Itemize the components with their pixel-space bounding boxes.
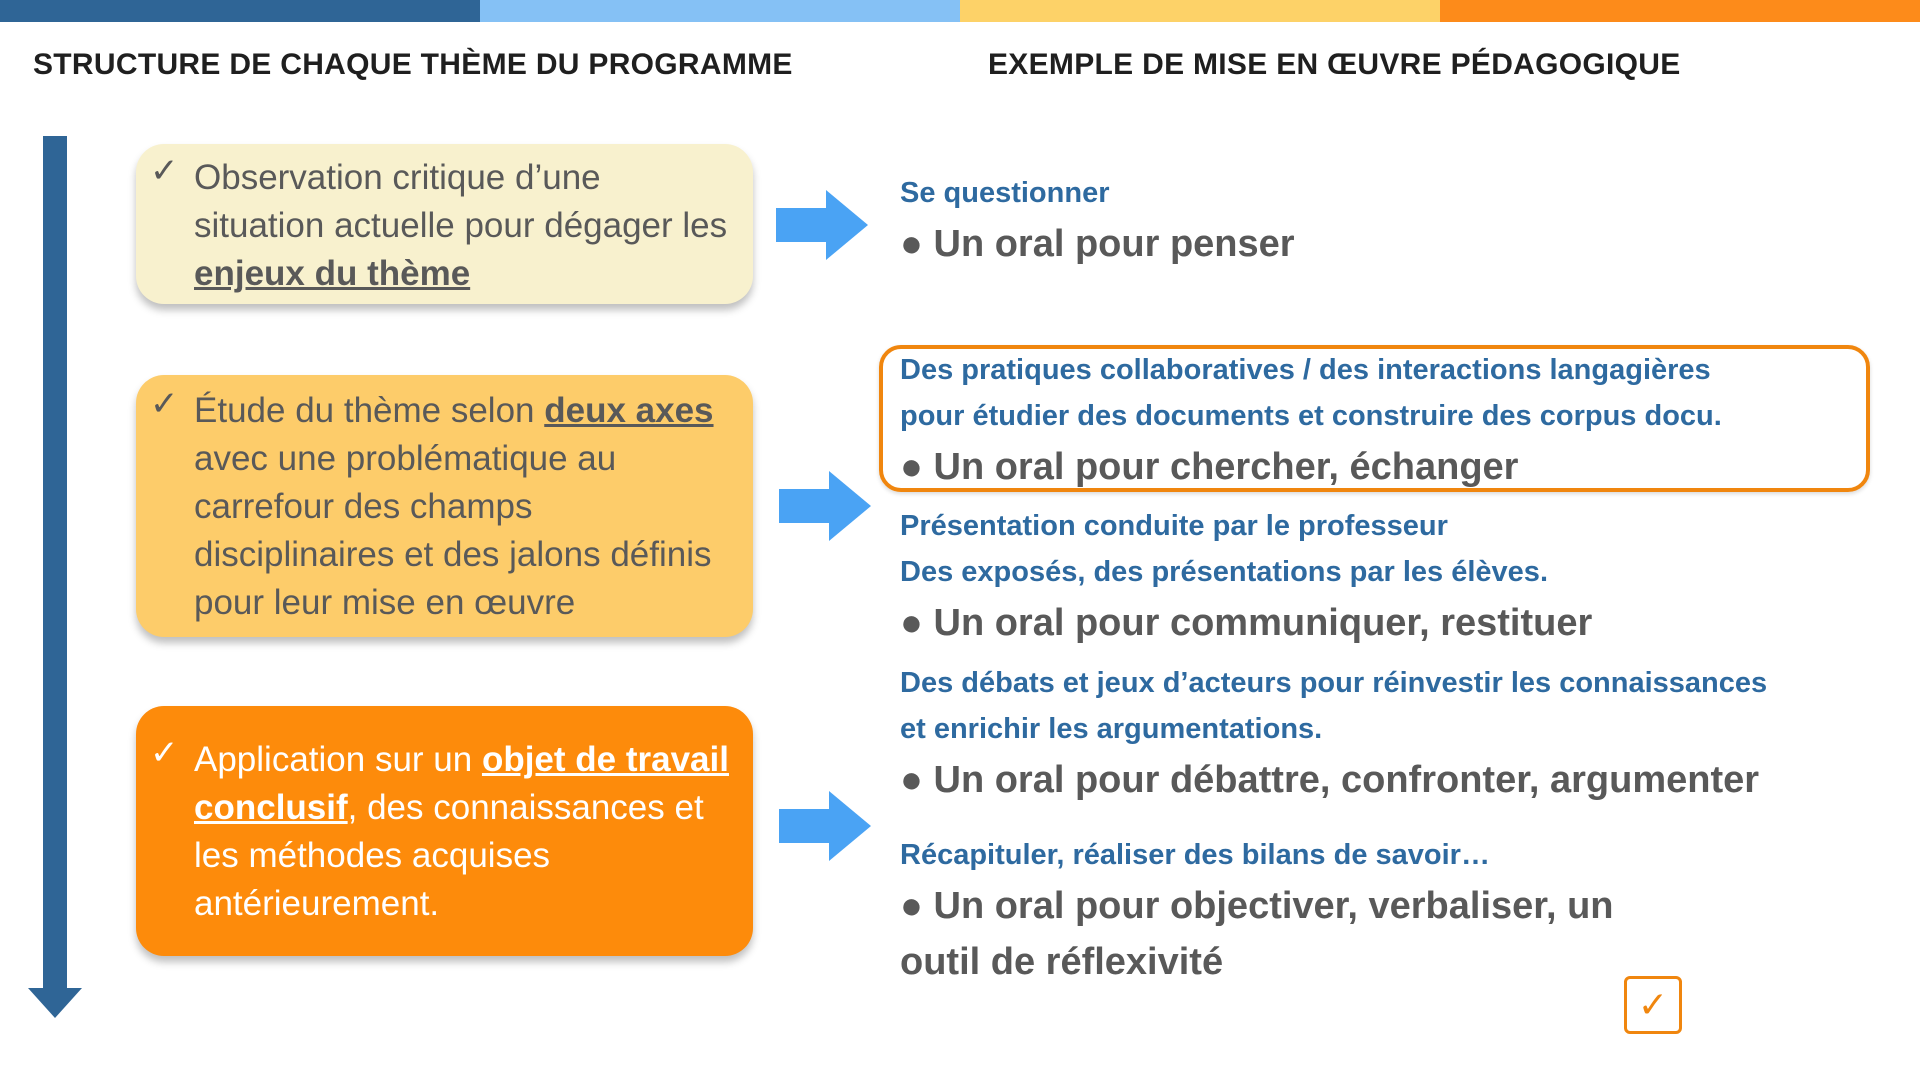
progression-arrow-head-icon	[28, 988, 82, 1018]
theme-box-text-pre: Application sur un	[194, 740, 482, 779]
example-chercher	[900, 347, 1722, 495]
theme-box-text-pre: Étude du thème selon	[194, 391, 545, 430]
top-bar-segment-3	[960, 0, 1440, 22]
example-subtitle: pour étudier des documents et construire des corpus docu.	[900, 400, 1722, 432]
example-debattre	[900, 660, 1767, 808]
theme-box-text-post: , des connaissances et les méthodes acquises antérieurement.	[194, 788, 704, 923]
top-bar-segment-4	[1440, 0, 1920, 22]
theme-box-application	[136, 706, 753, 956]
example-oral: ● Un oral pour objectiver, verbaliser, un	[900, 885, 1614, 927]
example-oral: ● Un oral pour communiquer, restituer	[900, 602, 1593, 644]
example-oral: ● Un oral pour chercher, échanger	[900, 446, 1519, 488]
top-color-bar	[0, 0, 1920, 22]
theme-box-text	[194, 387, 729, 627]
example-subtitle: Des exposés, des présentations par les élèves.	[900, 556, 1548, 588]
example-subtitle: et enrichir les argumentations.	[900, 713, 1323, 745]
theme-box-text	[194, 154, 729, 298]
left-heading: STRUCTURE DE CHAQUE THÈME DU PROGRAMME	[33, 48, 793, 81]
theme-box-observation	[136, 144, 753, 304]
right-arrow-icon	[775, 787, 875, 865]
theme-box-emphasis: enjeux du thème	[194, 254, 471, 293]
example-oral: outil de réflexivité	[900, 941, 1224, 983]
checkbox-icon[interactable]: ✓	[1624, 976, 1682, 1034]
example-questionner	[900, 170, 1295, 272]
example-subtitle: Présentation conduite par le professeur	[900, 510, 1448, 542]
theme-box-text-post: avec une problématique au carrefour des champs disciplinaires et des jalons définis pour leur mise en œuvre	[194, 439, 712, 622]
theme-box-emphasis: deux axes	[544, 391, 714, 430]
right-arrow-icon	[772, 186, 872, 264]
example-oral: ● Un oral pour penser	[900, 223, 1295, 265]
checkmark-icon: ✓	[150, 385, 179, 423]
right-heading: EXEMPLE DE MISE EN ŒUVRE PÉDAGOGIQUE	[988, 48, 1681, 81]
theme-box-text	[194, 736, 729, 928]
example-subtitle: Des pratiques collaboratives / des interactions langagières	[900, 354, 1711, 386]
theme-box-emphasis: objet de travail conclusif	[194, 740, 729, 827]
theme-box-study	[136, 375, 753, 637]
checkmark-icon: ✓	[150, 734, 179, 772]
right-arrow-icon	[775, 467, 875, 545]
top-bar-segment-2	[480, 0, 960, 22]
top-bar-segment-1	[0, 0, 480, 22]
example-subtitle: Récapituler, réaliser des bilans de savoir…	[900, 839, 1490, 871]
example-subtitle: Des débats et jeux d’acteurs pour réinvestir les connaissances	[900, 667, 1768, 699]
example-objectiver	[900, 832, 1614, 990]
example-oral: ● Un oral pour débattre, confronter, argumenter	[900, 759, 1760, 801]
example-communiquer	[900, 503, 1592, 651]
example-subtitle: Se questionner	[900, 177, 1110, 209]
checkmark-icon: ✓	[150, 152, 179, 190]
theme-box-text-pre: Observation critique d’une situation actuelle pour dégager les	[194, 158, 728, 245]
progression-arrow-shaft	[43, 136, 67, 991]
